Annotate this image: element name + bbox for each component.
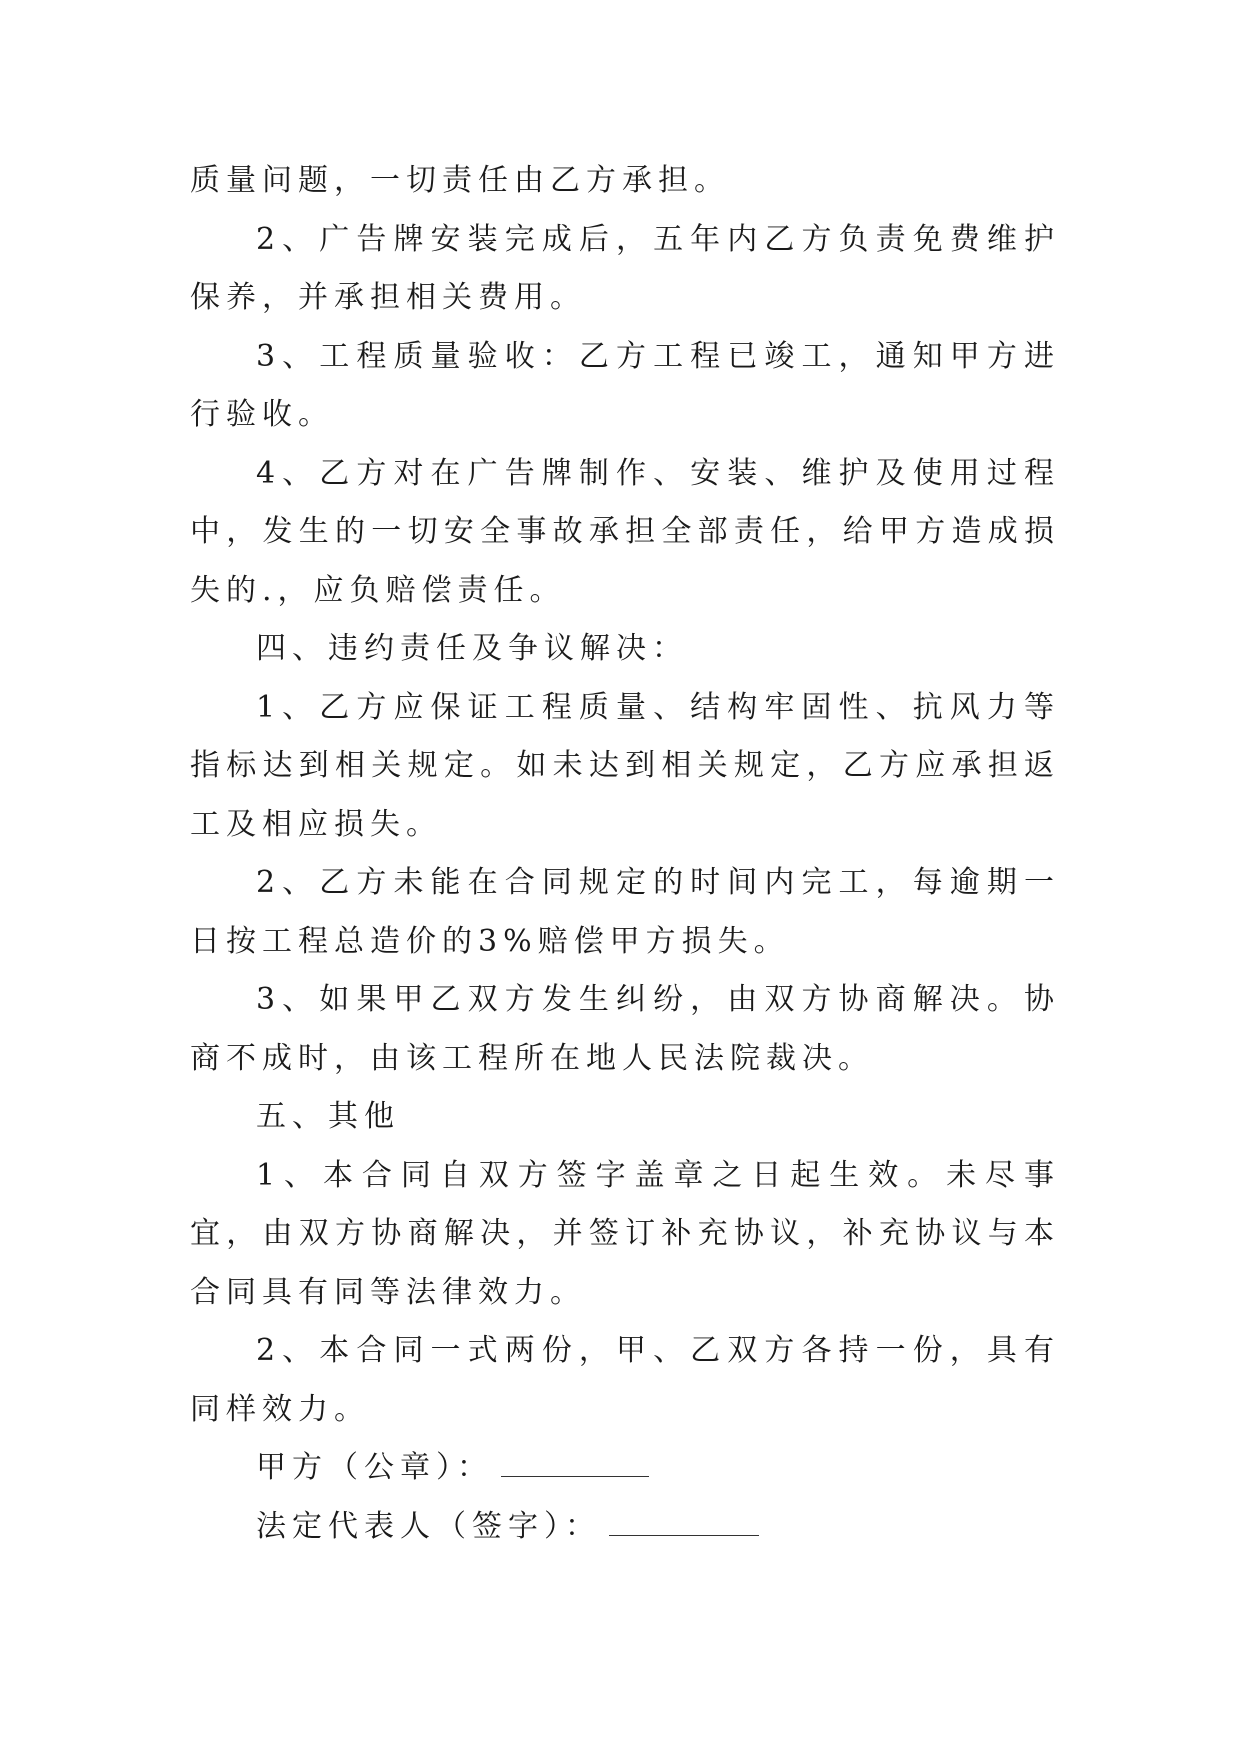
paragraph-effective: 1、本合同自双方签字盖章之日起生效。未尽事宜，由双方协商解决，并签订补充协议，补充协议与本合同具有同等法律效力。 — [190, 1157, 1060, 1310]
signature-party-a — [190, 1439, 1060, 1498]
paragraph-maintenance: 2、广告牌安装完成后，五年内乙方负责免费维护保养，并承担相关费用。 — [190, 221, 1060, 315]
paragraph-acceptance: 3、工程质量验收：乙方工程已竣工，通知甲方进行验收。 — [190, 338, 1060, 432]
paragraph-quality-standard: 1、乙方应保证工程质量、结构牢固性、抗风力等指标达到相关规定。如未达到相关规定，乙方应承担返工及相应损失。 — [190, 689, 1060, 842]
document-body — [190, 152, 1060, 1556]
section-heading-other: 五、其他 — [256, 1099, 400, 1134]
legal-rep-label: 法定代表人（签字）： — [256, 1508, 601, 1544]
party-a-signature-line[interactable] — [501, 1440, 649, 1477]
paragraph-delay-penalty: 2、乙方未能在合同规定的时间内完工，每逾期一日按工程总造价的3%赔偿甲方损失。 — [190, 865, 1060, 959]
paragraph-dispute: 3、如果甲乙双方发生纠纷，由双方协商解决。协商不成时，由该工程所在地人民法院裁决。 — [190, 982, 1060, 1076]
section-heading-breach: 四、违约责任及争议解决： — [256, 631, 688, 666]
party-a-label: 甲方（公章）： — [256, 1450, 493, 1485]
signature-legal-rep — [190, 1498, 1060, 1557]
paragraph-safety-liability: 4、乙方对在广告牌制作、安装、维护及使用过程中，发生的一切安全事故承担全部责任，给甲方造成损失的.，应负赔偿责任。 — [190, 455, 1060, 608]
paragraph-quality-tail: 质量问题，一切责任由乙方承担。 — [190, 163, 730, 198]
paragraph-copies: 2、本合同一式两份，甲、乙双方各持一份，具有同样效力。 — [190, 1333, 1060, 1427]
legal-rep-signature-line[interactable] — [609, 1499, 759, 1536]
